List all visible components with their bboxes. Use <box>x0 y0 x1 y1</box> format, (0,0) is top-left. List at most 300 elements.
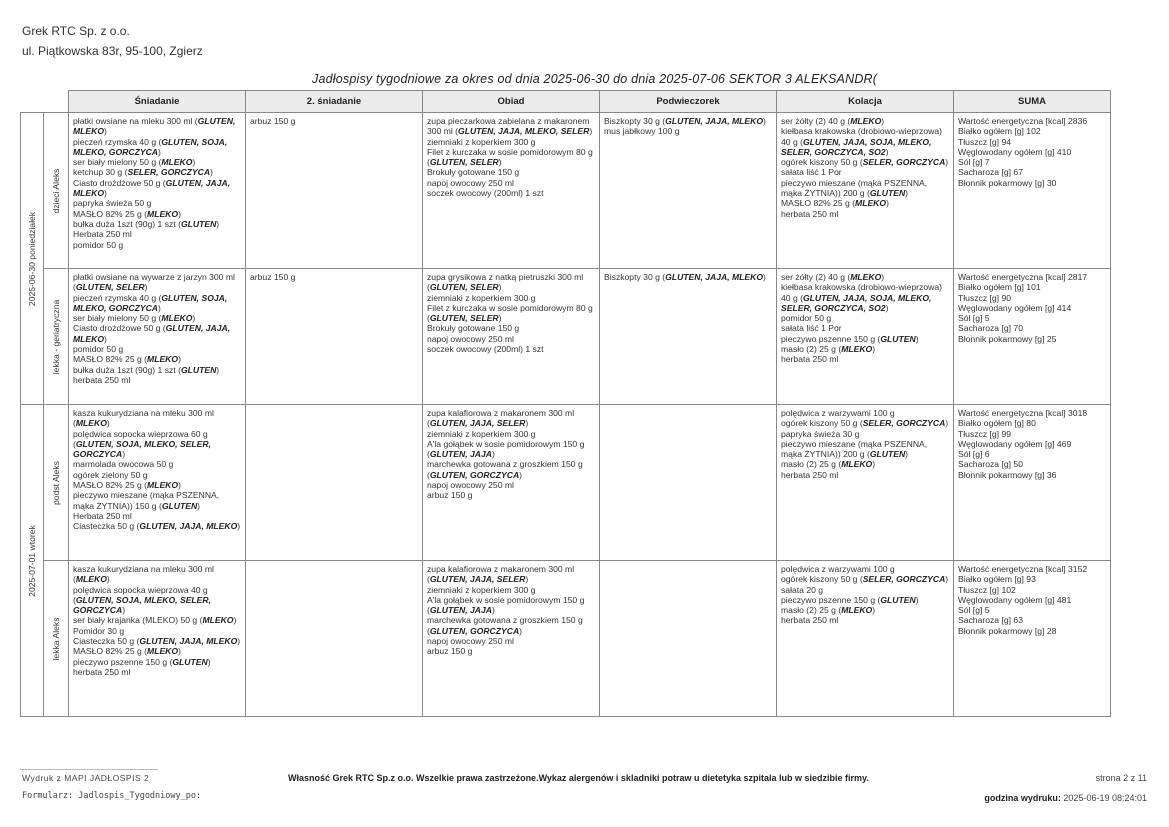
dish-line <box>604 116 772 126</box>
nutrition-line <box>958 605 1106 615</box>
dish-text: ) <box>763 116 766 126</box>
nutrition-line <box>958 157 1106 167</box>
dish-line <box>73 375 241 385</box>
dish-line <box>427 439 595 460</box>
dish-line <box>781 470 949 480</box>
allergen-text: GLUTEN <box>172 656 208 667</box>
nutrition-line <box>958 615 1106 625</box>
dish-text: Błonnik pokarmowy [g] 25 <box>958 333 1057 344</box>
column-header: Podwieczorek <box>600 91 777 113</box>
dish-text: Węglowodany ogółem [g] 410 <box>958 146 1072 157</box>
meal-cell-second-breakfast <box>246 405 423 561</box>
allergen-text: MLEKO <box>75 574 107 585</box>
allergen-text: MLEKO <box>841 605 873 616</box>
dish-text: Filet z kurczaka w sosie pomidorowym 80 g ( <box>427 302 593 324</box>
nutrition-line <box>958 116 1106 126</box>
ownership-notice: Własność Grek RTC Sp.z o.o. Wszelkie prawa zastrzeżone.Wykaz alergenów i skladniki potraw u dietetyka szpitala lub w siedzibie firmy. <box>288 773 869 783</box>
dish-text: kasza kukurydziana na mleku 300 ml ( <box>73 408 214 429</box>
dish-text: ) <box>178 480 181 491</box>
dish-text: masło (2) 25 g ( <box>781 459 842 470</box>
nutrition-line <box>958 459 1106 469</box>
dish-text: Węglowodany ogółem [g] 469 <box>958 438 1072 449</box>
dish-text: sałata liść 1 Por <box>781 323 842 334</box>
dish-text: Sacharoza [g] 67 <box>958 167 1023 178</box>
dish-line <box>73 626 241 636</box>
nutrition-line <box>958 429 1106 439</box>
allergen-text: GLUTEN, GORCZYCA <box>429 625 520 636</box>
allergen-text: SELER, GORCZYCA <box>862 157 946 168</box>
dish-text: kasza kukurydziana na mleku 300 ml ( <box>73 564 214 585</box>
dish-text: ) <box>525 574 529 585</box>
nutrition-summary-cell <box>954 561 1111 717</box>
dish-text: bułka duża 1szt (90g) 1 szt ( <box>73 218 181 229</box>
dish-text: płatki owsiane na mleku 300 ml ( <box>73 116 198 126</box>
diet-cell <box>44 405 69 561</box>
dish-text: Ciasto drożdżowe 50 g ( <box>73 323 166 334</box>
dish-line <box>781 564 949 574</box>
dish-text: ) <box>498 313 502 324</box>
dish-text: Białko ogółem [g] 80 <box>958 418 1036 429</box>
dish-line <box>250 116 418 126</box>
dish-text: ) <box>519 625 523 636</box>
dish-text: masło (2) 25 g ( <box>781 344 842 355</box>
dish-text: ser żółty (2) 40 g ( <box>781 116 851 126</box>
dish-line <box>73 480 241 490</box>
dish-text: ) <box>915 594 919 605</box>
dish-text: ) <box>210 167 213 178</box>
dish-text: ziemniaki z koperkiem 300 g <box>427 428 536 439</box>
nutrition-line <box>958 626 1106 636</box>
dish-line <box>427 293 595 303</box>
dish-text: masło (2) 25 g ( <box>781 605 842 616</box>
dish-line <box>73 365 241 375</box>
allergen-text: SELER, GORCZYCA <box>862 574 946 585</box>
allergen-text: MLEKO <box>850 272 882 282</box>
diet-cell <box>44 561 69 717</box>
dish-text: soczek owocowy (200ml) 1 szt <box>427 188 544 199</box>
dish-text: ) <box>157 302 161 313</box>
dish-text: Błonnik pokarmowy [g] 28 <box>958 625 1057 636</box>
allergen-text: GLUTEN, JAJA, SOJA, MLEKO, SELER, GORCZYCA, SO2 <box>781 136 932 157</box>
dish-text: ) <box>144 282 148 293</box>
dish-text: ) <box>945 157 949 168</box>
dish-text: marmolada owocowa 50 g <box>73 459 174 470</box>
dish-text: ) <box>207 656 211 667</box>
dish-text: Herbata 250 ml <box>73 510 132 521</box>
dish-line <box>427 303 595 324</box>
dish-line <box>781 595 949 605</box>
dish-text: ) <box>872 344 876 355</box>
dish-line <box>781 198 949 208</box>
dish-text: Węglowodany ogółem [g] 414 <box>958 302 1072 313</box>
allergen-text: GLUTEN <box>180 218 217 229</box>
dish-text: ser biały krajanka (MLEKO) 50 g ( <box>73 615 203 626</box>
print-time-label: godzina wydruku: <box>984 793 1061 803</box>
nutrition-line <box>958 137 1106 147</box>
dish-line <box>781 157 949 167</box>
dish-text: ) <box>157 146 161 157</box>
dish-line <box>427 595 595 616</box>
dish-text: ) <box>178 208 181 219</box>
dish-line <box>427 646 595 656</box>
dish-line <box>73 521 241 531</box>
nutrition-line <box>958 439 1106 449</box>
dish-text: ogórek kiszony 50 g ( <box>781 574 863 585</box>
dish-text: ) <box>881 116 885 126</box>
allergen-text: MLEKO <box>202 615 234 626</box>
dish-line <box>73 490 241 511</box>
meal-cell-lunch <box>423 269 600 405</box>
dish-text: ) <box>886 198 889 209</box>
allergen-text: GLUTEN, JAJA, SELER <box>429 574 526 585</box>
dish-line <box>781 323 949 333</box>
allergen-text: MLEKO <box>161 157 193 168</box>
dish-text: zupa pieczarkowa zabielana z makaronem 300 ml ( <box>427 116 590 137</box>
allergen-text: GLUTEN <box>180 364 217 375</box>
dish-text: pieczeń rzymska 40 g ( <box>73 136 162 147</box>
dish-text: ) <box>525 418 529 429</box>
dish-text: Sól [g] 6 <box>958 449 990 460</box>
dish-text: ) <box>216 364 220 375</box>
date-cell <box>21 405 44 717</box>
company-address: ul. Piątkowska 83r, 95-100, Zgierz <box>22 44 203 58</box>
dish-line <box>781 209 949 219</box>
dish-text: Wartość energetyczna [kcal] 3018 <box>958 408 1088 418</box>
dish-text: bułka duża 1szt (90g) 1 szt ( <box>73 364 181 375</box>
dish-line <box>427 188 595 198</box>
dish-text: ) <box>885 146 889 157</box>
dish-text: zupa grysikowa z natką pietruszki 300 ml ( <box>427 272 584 293</box>
dish-text: MASŁO 82% 25 g ( <box>781 198 856 209</box>
print-time-value: 2025-06-19 08:24:01 <box>1063 793 1147 803</box>
allergen-text: GLUTEN, SOJA, MLEKO, GORCZYCA <box>73 136 228 157</box>
dish-line <box>73 667 241 677</box>
dish-text: ogórek zielony 50 g <box>73 469 148 480</box>
dish-text: ) <box>885 302 889 313</box>
allergen-text: GLUTEN <box>880 333 916 344</box>
company-name: Grek RTC Sp. z o.o. <box>22 24 130 38</box>
allergen-text: GLUTEN, SELER <box>429 157 499 168</box>
table-row <box>21 113 1111 269</box>
dish-line <box>781 282 949 313</box>
dish-text: MASŁO 82% 25 g ( <box>73 354 148 365</box>
allergen-text: MLEKO <box>147 354 179 365</box>
dish-line <box>73 272 241 293</box>
date-label: 2025-07-01 wtorek <box>26 524 37 597</box>
dish-line <box>427 480 595 490</box>
dish-text: ) <box>763 272 766 282</box>
dish-line <box>73 646 241 656</box>
diet-cell <box>44 113 69 269</box>
dish-text: Sól [g] 5 <box>958 605 990 616</box>
dish-line <box>427 178 595 188</box>
dish-text: Brokuły gotowane 150 g <box>427 167 520 178</box>
dish-text: pieczywo mieszane (mąka PSZENNA, mąka ŻYTNIA)) 200 g ( <box>781 177 928 199</box>
dish-line <box>73 157 241 167</box>
dish-text: soczek owocowy (200ml) 1 szt <box>427 344 544 355</box>
allergen-text: GLUTEN, JAJA, MLEKO <box>73 177 231 199</box>
dish-text: ser biały mielony 50 g ( <box>73 157 162 168</box>
dish-text: herbata 250 ml <box>781 615 839 626</box>
column-header: Śniadanie <box>69 91 246 113</box>
dish-text: Wartość energetyczna [kcal] 2817 <box>958 272 1088 282</box>
nutrition-line <box>958 595 1106 605</box>
dish-text: ketchup 30 g ( <box>73 167 128 178</box>
dish-text: ) <box>498 157 502 168</box>
nutrition-line <box>958 574 1106 584</box>
dish-text: ) <box>197 500 201 511</box>
meal-cell-second-breakfast <box>246 269 423 405</box>
dish-line <box>427 459 595 480</box>
allergen-text: GLUTEN, JAJA, MLEKO <box>139 636 238 647</box>
dish-text: sałata liść 1 Por <box>781 167 842 178</box>
allergen-text: GLUTEN, JAJA <box>429 449 492 460</box>
dish-text: herbata 250 ml <box>781 354 839 365</box>
dish-text: ser żółty (2) 40 g ( <box>781 272 851 282</box>
dish-line <box>73 470 241 480</box>
dish-text: MASŁO 82% 25 g ( <box>73 480 148 491</box>
dish-line <box>73 293 241 314</box>
dish-text: polędwica sopocka wieprzowa 40 g ( <box>73 584 208 605</box>
table-row <box>21 405 1111 561</box>
diet-label: lekka Aleks <box>50 617 61 660</box>
dish-text: ) <box>905 188 909 199</box>
dish-line <box>781 615 949 625</box>
allergen-text: MLEKO <box>841 344 873 355</box>
dish-text: papryka świeża 30 g <box>781 428 860 439</box>
dish-line <box>73 219 241 229</box>
dish-line <box>427 116 595 137</box>
dish-line <box>427 334 595 344</box>
allergen-text: GLUTEN, JAJA, MLEKO <box>139 521 238 532</box>
meal-cell-breakfast <box>69 113 246 269</box>
dish-line <box>73 615 241 625</box>
dish-text: ) <box>945 418 949 429</box>
nutrition-line <box>958 334 1106 344</box>
dish-line <box>781 354 949 364</box>
dish-line <box>73 354 241 364</box>
nutrition-line <box>958 126 1106 136</box>
dish-text: ) <box>216 218 220 229</box>
allergen-text: GLUTEN, SELER <box>429 313 499 324</box>
column-header: Kolacja <box>777 91 954 113</box>
dish-text: Błonnik pokarmowy [g] 36 <box>958 469 1057 480</box>
meal-cell-second-breakfast <box>246 561 423 717</box>
dish-line <box>427 615 595 636</box>
dish-text: ) <box>233 615 237 626</box>
dish-text: ) <box>915 333 919 344</box>
allergen-text: GLUTEN, SOJA, MLEKO, SELER, GORCZYCA <box>73 438 211 460</box>
allergen-text: MLEKO <box>147 480 179 491</box>
nutrition-line <box>958 408 1106 418</box>
allergen-text: GLUTEN, JAJA <box>429 605 492 616</box>
dish-text: Sacharoza [g] 50 <box>958 459 1023 470</box>
allergen-text: MLEKO <box>850 116 882 126</box>
allergen-text: MLEKO <box>161 313 193 324</box>
dish-line <box>73 229 241 239</box>
dish-text: ) <box>178 354 181 365</box>
dish-text: polędwica z warzywami 100 g <box>781 564 895 574</box>
meal-cell-lunch <box>423 561 600 717</box>
dish-text: A'la gołąbek w sosie pomidorowym 150 g ( <box>427 594 585 616</box>
dish-text: ) <box>498 282 502 293</box>
meal-cell-snack <box>600 405 777 561</box>
dish-text: ziemniaki z koperkiem 300 g <box>427 136 536 147</box>
dish-line <box>73 585 241 616</box>
dish-text: A'la gołąbek w sosie pomidorowym 150 g ( <box>427 438 585 460</box>
dish-text: Wartość energetyczna [kcal] 2836 <box>958 116 1088 126</box>
dish-line <box>427 636 595 646</box>
dish-line <box>427 344 595 354</box>
dish-line <box>427 408 595 429</box>
table-row <box>21 561 1111 717</box>
nutrition-line <box>958 470 1106 480</box>
dish-line <box>781 126 949 157</box>
dish-text: MASŁO 82% 25 g ( <box>73 208 148 219</box>
allergen-text: MLEKO <box>147 646 179 657</box>
dish-line <box>73 429 241 460</box>
nutrition-summary-cell <box>954 405 1111 561</box>
nutrition-line <box>958 167 1106 177</box>
menu-table <box>20 90 1111 717</box>
nutrition-summary-cell <box>954 269 1111 405</box>
dish-text: ogórek kiszony 50 g ( <box>781 157 863 168</box>
nutrition-line <box>958 585 1106 595</box>
dish-line <box>781 429 949 439</box>
dish-text: pieczeń rzymska 40 g ( <box>73 292 162 303</box>
dish-text: polędwica sopocka wieprzowa 60 g ( <box>73 428 208 449</box>
dish-text: ) <box>872 459 876 470</box>
dish-text: ) <box>237 521 241 532</box>
dish-text: Filet z kurczaka w sosie pomidorowym 80 g ( <box>427 146 593 168</box>
meal-cell-breakfast <box>69 405 246 561</box>
nutrition-line <box>958 272 1106 282</box>
print-time <box>984 793 1147 803</box>
dish-text: ziemniaki z koperkiem 300 g <box>427 584 536 595</box>
dish-text: ser biały mielony 50 g ( <box>73 313 162 324</box>
dish-text: Ciasto drożdżowe 50 g ( <box>73 177 166 188</box>
allergen-text: GLUTEN <box>869 188 906 199</box>
dish-text: Węglowodany ogółem [g] 481 <box>958 594 1072 605</box>
dish-line <box>73 459 241 469</box>
dish-text: ) <box>491 605 495 616</box>
dish-line <box>73 209 241 219</box>
dish-text: ) <box>945 574 949 585</box>
dish-text: ) <box>589 126 593 137</box>
dish-text: Białko ogółem [g] 102 <box>958 126 1041 137</box>
dish-line <box>781 116 949 126</box>
dish-line <box>73 323 241 344</box>
dish-line <box>781 313 949 323</box>
dish-text: ) <box>104 333 107 344</box>
meal-cell-breakfast <box>69 269 246 405</box>
dish-line <box>781 418 949 428</box>
printout-source: Wydruk z MAPI JADŁOSPIS 2 <box>22 773 150 783</box>
dish-text: ogórek kiszony 50 g ( <box>781 418 863 429</box>
dish-text: pieczywo mieszane (mąka PSZENNA, mąka ŻYTNIA)) 150 g ( <box>73 490 220 511</box>
dish-line <box>781 585 949 595</box>
dish-text: ) <box>106 418 110 429</box>
dish-line <box>427 137 595 147</box>
column-header: Obiad <box>423 91 600 113</box>
dish-text: pomidor 50 g <box>73 344 124 355</box>
dish-text: pieczywo pszenne 150 g ( <box>781 594 881 605</box>
dish-text: ) <box>192 313 196 324</box>
dish-line <box>427 147 595 168</box>
dish-text: Brokuły gotowane 150 g <box>427 323 520 334</box>
allergen-text: GLUTEN, JAJA, MLEKO <box>73 323 231 344</box>
meal-cell-second-breakfast <box>246 113 423 269</box>
dish-text: ) <box>104 188 107 199</box>
table-header-row <box>21 91 1111 113</box>
dish-text: Herbata 250 ml <box>73 229 132 240</box>
meal-cell-snack <box>600 561 777 717</box>
dish-line <box>781 605 949 615</box>
dish-text: Sól [g] 5 <box>958 313 990 324</box>
dish-text: Sacharoza [g] 70 <box>958 323 1023 334</box>
dish-line <box>604 272 772 282</box>
form-name: Formularz: Jadlospis_Tygodniowy_po: <box>22 791 202 801</box>
dish-text: ) <box>491 449 495 460</box>
dish-text: Biszkopty 30 g ( <box>604 116 666 126</box>
column-header: 2. śniadanie <box>246 91 423 113</box>
allergen-text: GLUTEN, JAJA, MLEKO <box>665 272 764 282</box>
dish-text: kiełbasa krakowska (drobiowo-wieprzowa) 40 g ( <box>781 282 942 303</box>
allergen-text: GLUTEN, JAJA, MLEKO <box>665 116 764 126</box>
diet-cell <box>44 269 69 405</box>
nutrition-line <box>958 449 1106 459</box>
diet-label: podst Aleks <box>50 460 61 505</box>
dish-text: ) <box>178 646 181 657</box>
table-row <box>21 269 1111 405</box>
allergen-text: GLUTEN, SELER <box>429 282 499 293</box>
date-cell <box>21 113 44 405</box>
dish-line <box>427 323 595 333</box>
dish-text: ) <box>519 469 523 480</box>
dish-line <box>781 459 949 469</box>
allergen-text: GLUTEN <box>161 500 198 511</box>
dish-text: arbuz 150 g <box>427 490 473 501</box>
dish-line <box>73 240 241 250</box>
footer-divider <box>20 769 158 770</box>
allergen-text: MLEKO <box>75 418 107 429</box>
dish-text: pieczywo mieszane (mąka PSZENNA, mąka ŻYTNIA)) 200 g ( <box>781 438 928 460</box>
dish-text: Pomidor 30 g <box>73 625 125 636</box>
dish-text: napoj owocowy 250 ml <box>427 333 514 344</box>
allergen-text: SELER, GORCZYCA <box>862 418 946 429</box>
dish-text: Ciasteczka 50 g ( <box>73 521 140 532</box>
dish-text: Białko ogółem [g] 101 <box>958 282 1041 293</box>
dish-text: pomidor 50 g <box>781 313 832 324</box>
dish-text: Wartość energetyczna [kcal] 3152 <box>958 564 1088 574</box>
dish-text: pomidor 50 g <box>73 239 124 250</box>
diet-label: dzieci Aleks <box>50 168 61 213</box>
nutrition-line <box>958 418 1106 428</box>
allergen-text: GLUTEN, JAJA, MLEKO, SELER <box>458 126 590 137</box>
nutrition-summary-cell <box>954 113 1111 269</box>
dish-text: arbuz 150 g <box>427 646 473 657</box>
dish-line <box>604 126 772 136</box>
allergen-text: SELER, GORCZYCA <box>127 167 211 178</box>
dish-line <box>73 137 241 158</box>
meal-cell-snack <box>600 113 777 269</box>
dish-text: ) <box>237 636 241 647</box>
dish-line <box>73 116 241 137</box>
dish-text: ) <box>881 272 885 282</box>
dish-line <box>427 167 595 177</box>
dish-line <box>73 198 241 208</box>
dish-line <box>250 272 418 282</box>
